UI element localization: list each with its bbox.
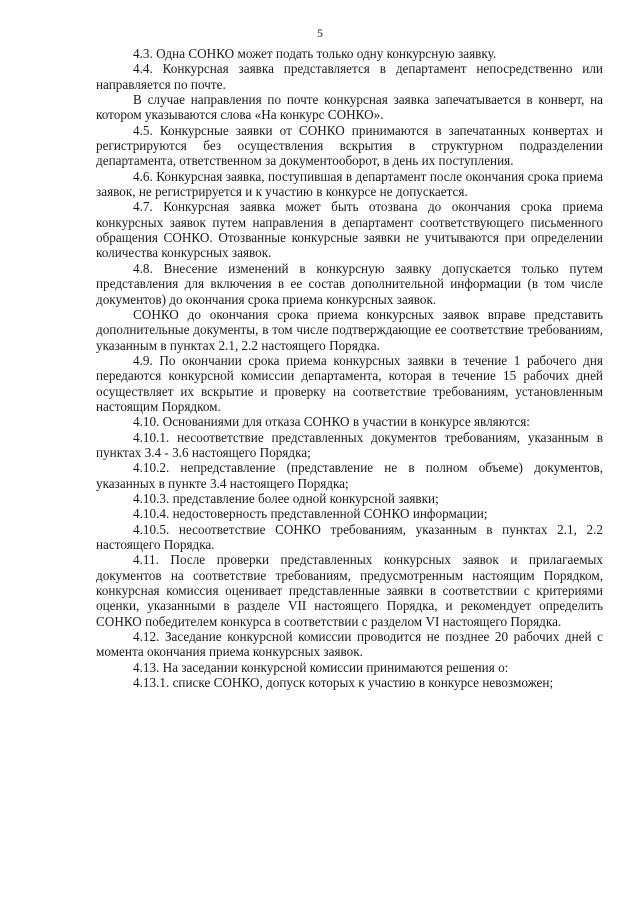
paragraph-4-9: 4.9. По окончании срока приема конкурсных заявки в течение 1 рабочего дня передаются конкурсной комиссии департамента, которая в течение 15 рабочих дней осуществляет их вскрытие и проверку на соответствие требованиям, установленным настоящим Порядком. — [96, 352, 603, 414]
paragraph-4-10-2: 4.10.2. непредставление (представление не в полном объеме) документов, указанных в пункте 3.4 настоящего Порядка; — [96, 460, 603, 491]
paragraph-4-10-4: 4.10.4. недостоверность представленной СОНКО информации; — [133, 506, 488, 522]
paragraph-4-4: 4.4. Конкурсная заявка представляется в департамент непосредственно или направляется по почте. — [96, 61, 603, 92]
page-number: 5 — [317, 28, 323, 40]
paragraph-4-5: 4.5. Конкурсные заявки от СОНКО принимаются в запечатанных конвертах и регистрируются без осуществления вскрытия в структурном подразделении департамента, ответственном за документооборот, в день их поступления. — [96, 122, 603, 169]
paragraph-4-3: 4.3. Одна СОНКО может подать только одну конкурсную заявку. — [133, 46, 497, 61]
paragraph-4-10-3: 4.10.3. представление более одной конкурсной заявки; — [133, 490, 439, 506]
paragraph-4-13-1: 4.13.1. списке СОНКО, допуск которых к участию в конкурсе невозможен; — [133, 675, 554, 691]
document-body — [96, 46, 603, 690]
paragraph-4-8: 4.8. Внесение изменений в конкурсную заявку допускается только путем представления для включения в ее состав дополнительной информации (в том числе документов) до окончания срока приема конкурсных заявок. — [96, 260, 603, 307]
paragraph-4-12: 4.12. Заседание конкурсной комиссии проводится не позднее 20 рабочих дней с момента окончания приема конкурсных заявок. — [96, 629, 603, 660]
paragraph-4-13: 4.13. На заседании конкурсной комиссии принимаются решения о: — [133, 659, 509, 675]
paragraph-4-11: 4.11. После проверки представленных конкурсных заявок и прилагаемых документов на соответствие требованиям, предусмотренным настоящим Порядком, конкурсная комиссия оценивает представленные заявки в соответствии с критериями оценки, указанными в разделе VII настоящего Порядка, и рекомендует определить СОНКО победителем конкурса в соответствии с разделом VI настоящего Порядка. — [96, 552, 603, 629]
paragraph-4-6: 4.6. Конкурсная заявка, поступившая в департамент после окончания срока приема заявок, не регистрируется и к участию в конкурсе не допускается. — [96, 168, 603, 200]
paragraph-4-8-additional: СОНКО до окончания срока приема конкурсных заявок вправе представить дополнительные документы, в том числе подтверждающие ее соответствие требованиям, указанным в пунктах 2.1, 2.2 настоящего Порядка. — [96, 306, 603, 353]
paragraph-4-10-5: 4.10.5. несоответствие СОНКО требованиям, указанным в пунктах 2.1, 2.2 настоящего Порядка. — [96, 521, 603, 552]
paragraph-4-10: 4.10. Основаниями для отказа СОНКО в участии в конкурсе являются: — [133, 414, 530, 430]
paragraph-4-7: 4.7. Конкурсная заявка может быть отозвана до окончания срока приема конкурсных заявок путем направления в департамент соответствующего письменного обращения СОНКО. Отозванные конкурсные заявки не учитываются при определении количества конкурсных заявок. — [96, 199, 603, 261]
paragraph-4-10-1: 4.10.1. несоответствие представленных документов требованиям, указанным в пунктах 3.4 - 3.6 настоящего Порядка; — [96, 429, 603, 460]
paragraph-4-4-mail: В случае направления по почте конкурсная заявка запечатывается в конверт, на котором указываются слова «На конкурс СОНКО». — [96, 92, 603, 123]
